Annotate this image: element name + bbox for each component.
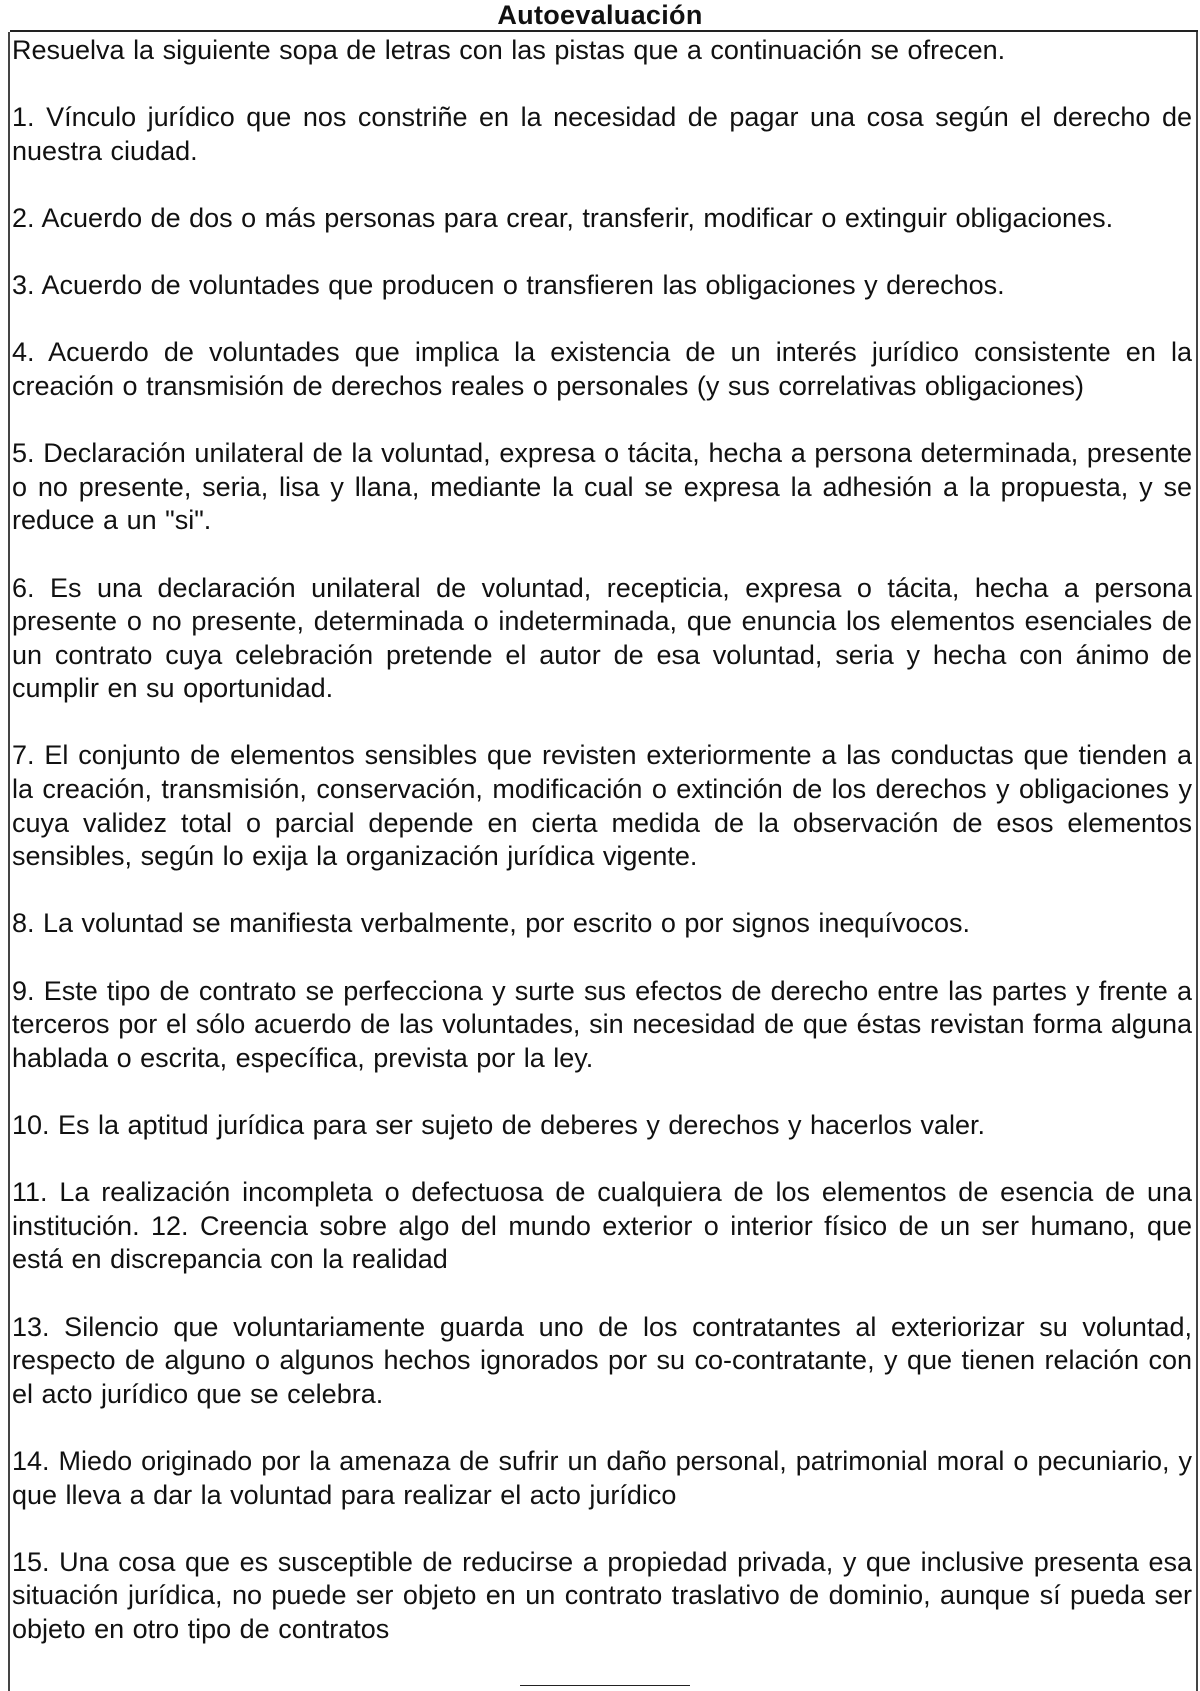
text-underline-mark <box>520 1685 690 1686</box>
clue-8: 8. La voluntad se manifiesta verbalmente, por escrito o por signos inequívocos. <box>12 908 971 939</box>
clue-15: 15. Una cosa que es susceptible de reducirse a propiedad privada, y que inclusive presenta esa situación jurídica, no puede ser objeto en un contrato traslativo de dominio, aunque sí pueda ser objeto en otro tipo de contratos <box>12 1546 1192 1644</box>
clue-6: 6. Es una declaración unilateral de voluntad, recepticia, expresa o tácita, hecha a persona presente o no presente, determinada o indeterminada, que enuncia los elementos esenciales de un contrato cuya celebración pretende el autor de esa voluntad, seria y hecha con ánimo de cumplir en su oportunidad. <box>12 572 1192 704</box>
clue-9: 9. Este tipo de contrato se perfecciona y surte sus efectos de derecho entre las partes y frente a terceros por el sólo acuerdo de las voluntades, sin necesidad de que éstas revistan forma alguna hablada o escrita, específica, prevista por la ley. <box>12 975 1192 1073</box>
intro-instruction: Resuelva la siguiente sopa de letras con las pistas que a continuación se ofrecen. <box>12 35 1006 65</box>
clue-10: 10. Es la aptitud jurídica para ser sujeto de deberes y derechos y hacerlos valer. <box>12 1110 986 1140</box>
right-border-line <box>1196 32 1198 1691</box>
document-body <box>12 34 1192 1647</box>
left-border-line <box>8 32 10 1691</box>
clue-13: 13. Silencio que voluntariamente guarda uno de los contratantes al exteriorizar su voluntad, respecto de alguno o algunos hechos ignorados por su co-contratante, y que tienen relación con el acto jurídico que se celebra. <box>12 1311 1192 1409</box>
clue-7: 7. El conjunto de elementos sensibles que revisten exteriormente a las conductas que tienden a la creación, transmisión, conservación, modificación o extinción de los derechos y obligaciones y cuya validez total o parcial depende en cierta medida de la observación de esos elementos sensibles, según lo exija la organización jurídica vigente. <box>12 740 1192 872</box>
clue-4: 4. Acuerdo de voluntades que implica la existencia de un interés jurídico consistente en la creación o transmisión de derechos reales o personales (y sus correlativas obligaciones) <box>12 337 1192 401</box>
clue-5: 5. Declaración unilateral de la voluntad, expresa o tácita, hecha a persona determinada, presente o no presente, seria, lisa y llana, mediante la cual se expresa la adhesión a la propuesta, y se reduce a un "si". <box>12 438 1192 536</box>
title-divider <box>10 30 1198 32</box>
clue-14: 14. Miedo originado por la amenaza de sufrir un daño personal, patrimonial moral o pecuniario, y que lleva a dar la voluntad para realizar el acto jurídico <box>12 1445 1192 1510</box>
clue-3: 3. Acuerdo de voluntades que producen o transfieren las obligaciones y derechos. <box>12 270 1005 301</box>
clue-2: 2. Acuerdo de dos o más personas para crear, transferir, modificar o extinguir obligaciones. <box>12 202 1114 233</box>
clue-1: 1. Vínculo jurídico que nos constriñe en la necesidad de pagar una cosa según el derecho de nuestra ciudad. <box>12 102 1192 166</box>
clue-11-12: 11. La realización incompleta o defectuosa de cualquiera de los elementos de esencia de una institución. 12. Creencia sobre algo del mundo exterior o interior físico de un ser humano, que está en discrepancia con la realidad <box>12 1177 1192 1275</box>
page-title: Autoevaluación <box>497 0 703 30</box>
